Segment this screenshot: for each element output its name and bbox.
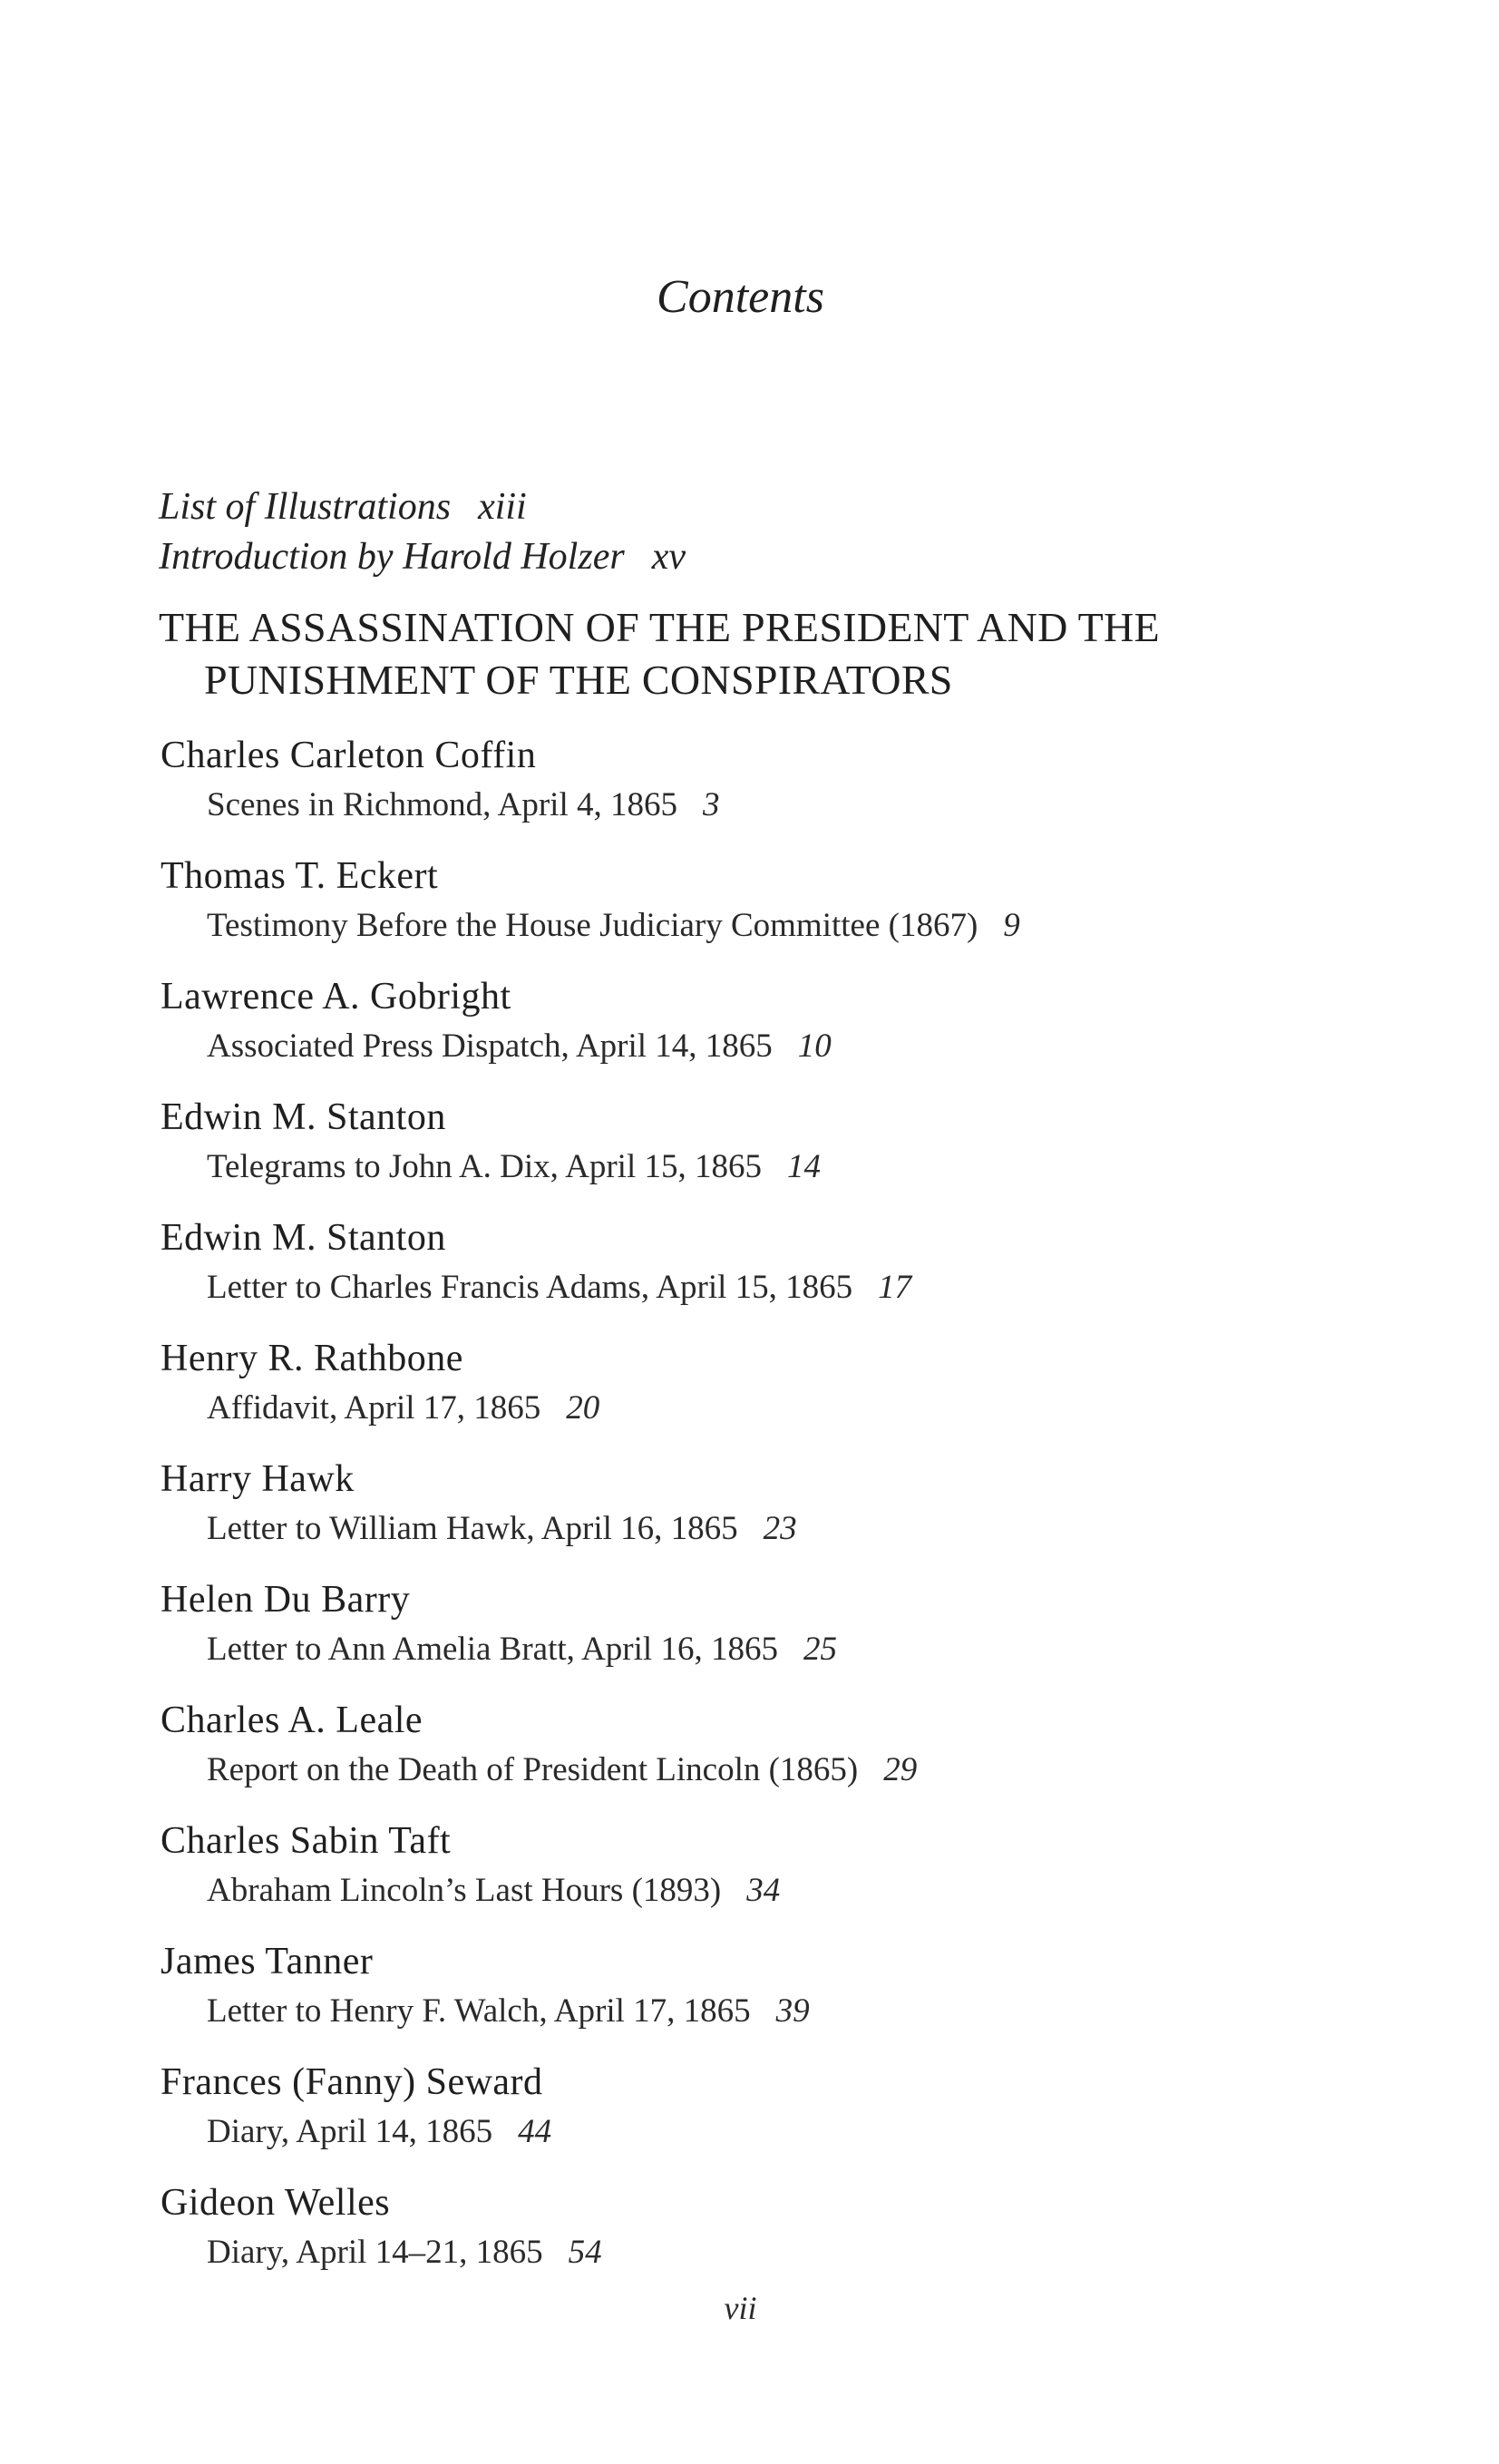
entry-page-number: 14 <box>786 1148 821 1185</box>
front-matter-item <box>159 532 686 582</box>
entry-author: Frances (Fanny) Seward <box>161 2061 543 2103</box>
entry-work <box>161 2231 1339 2274</box>
contents-entry <box>161 853 1339 974</box>
entry-page-number: 25 <box>803 1631 837 1668</box>
contents-entry <box>161 2060 1339 2180</box>
entry-work <box>161 2110 1339 2154</box>
entry-work <box>161 1990 1339 2033</box>
entry-work <box>161 1145 1339 1189</box>
entry-page-number: 23 <box>763 1510 797 1547</box>
contents-entry <box>161 1818 1339 1939</box>
entry-work-title: Report on the Death of President Lincoln (1865) <box>207 1751 859 1788</box>
entry-work-title: Letter to Ann Amelia Bratt, April 16, 1865 <box>207 1631 778 1668</box>
entry-page-number: 39 <box>775 1992 810 2030</box>
entry-author: Edwin M. Stanton <box>161 1096 446 1138</box>
front-matter-list <box>159 482 686 582</box>
entry-work-title: Abraham Lincoln’s Last Hours (1893) <box>207 1872 722 1909</box>
entry-author: Lawrence A. Gobright <box>161 976 511 1018</box>
entry-work-title: Diary, April 14–21, 1865 <box>207 2234 543 2271</box>
contents-entry <box>161 974 1339 1095</box>
front-matter-label: Introduction by Harold Holzer <box>159 536 625 578</box>
entry-work <box>161 1748 1339 1792</box>
entry-author: Charles Sabin Taft <box>161 1820 452 1862</box>
entry-work-title: Associated Press Dispatch, April 14, 1865 <box>207 1027 773 1065</box>
front-matter-page: xiii <box>478 486 527 528</box>
contents-entry <box>161 1215 1339 1336</box>
entry-work-title: Scenes in Richmond, April 4, 1865 <box>207 786 677 823</box>
entry-author: Henry R. Rathbone <box>161 1338 463 1379</box>
entry-work-title: Testimony Before the House Judiciary Committee (1867) <box>207 907 978 944</box>
entry-work-title: Telegrams to John A. Dix, April 15, 1865 <box>207 1148 762 1185</box>
entry-work <box>161 1628 1339 1671</box>
entry-page-number: 17 <box>878 1269 912 1306</box>
front-matter-page: xv <box>651 536 686 578</box>
entry-work-title: Affidavit, April 17, 1865 <box>207 1389 541 1427</box>
entry-author: Thomas T. Eckert <box>161 855 439 897</box>
contents-entry <box>161 1095 1339 1215</box>
contents-entry <box>161 1456 1339 1577</box>
entry-page-number: 44 <box>518 2113 552 2150</box>
entry-author: Gideon Welles <box>161 2182 391 2224</box>
entry-page-number: 9 <box>1003 907 1020 944</box>
entry-work <box>161 1507 1339 1551</box>
contents-entry <box>161 2180 1339 2301</box>
entry-work <box>161 904 1339 948</box>
entry-author: James Tanner <box>161 1941 374 1982</box>
contents-entry <box>161 1939 1339 2060</box>
entry-work-title: Letter to Henry F. Walch, April 17, 1865 <box>207 1992 751 2030</box>
entry-author: Charles A. Leale <box>161 1699 423 1741</box>
contents-entry <box>161 733 1339 853</box>
entry-page-number: 54 <box>568 2234 602 2271</box>
front-matter-label: List of Illustrations <box>159 486 452 528</box>
entry-author: Helen Du Barry <box>161 1579 411 1621</box>
entry-author: Edwin M. Stanton <box>161 1217 446 1259</box>
contents-entry <box>161 1577 1339 1698</box>
entry-author: Harry Hawk <box>161 1458 355 1500</box>
contents-entry <box>161 1336 1339 1456</box>
section-heading: THE ASSASSINATION OF THE PRESIDENT AND THE PUNISHMENT OF THE CONSPIRATORS <box>159 604 1160 703</box>
entry-page-number: 20 <box>566 1389 600 1427</box>
entry-work <box>161 784 1339 827</box>
page-number: vii <box>724 2290 757 2326</box>
entry-work-title: Letter to William Hawk, April 16, 1865 <box>207 1510 738 1547</box>
contents-entry <box>161 1698 1339 1818</box>
entry-work <box>161 1266 1339 1310</box>
entry-work-title: Letter to Charles Francis Adams, April 15, 1865 <box>207 1269 853 1306</box>
contents-entries <box>161 733 1339 2301</box>
entry-work <box>161 1869 1339 1913</box>
entry-work-title: Diary, April 14, 1865 <box>207 2113 493 2150</box>
entry-work <box>161 1025 1339 1068</box>
entry-work <box>161 1387 1339 1430</box>
entry-page-number: 29 <box>883 1751 918 1788</box>
entry-page-number: 3 <box>703 786 720 823</box>
entry-page-number: 10 <box>797 1027 832 1065</box>
entry-author: Charles Carleton Coffin <box>161 735 537 776</box>
entry-page-number: 34 <box>746 1872 781 1909</box>
front-matter-item <box>159 482 686 532</box>
page-title: Contents <box>657 271 824 323</box>
